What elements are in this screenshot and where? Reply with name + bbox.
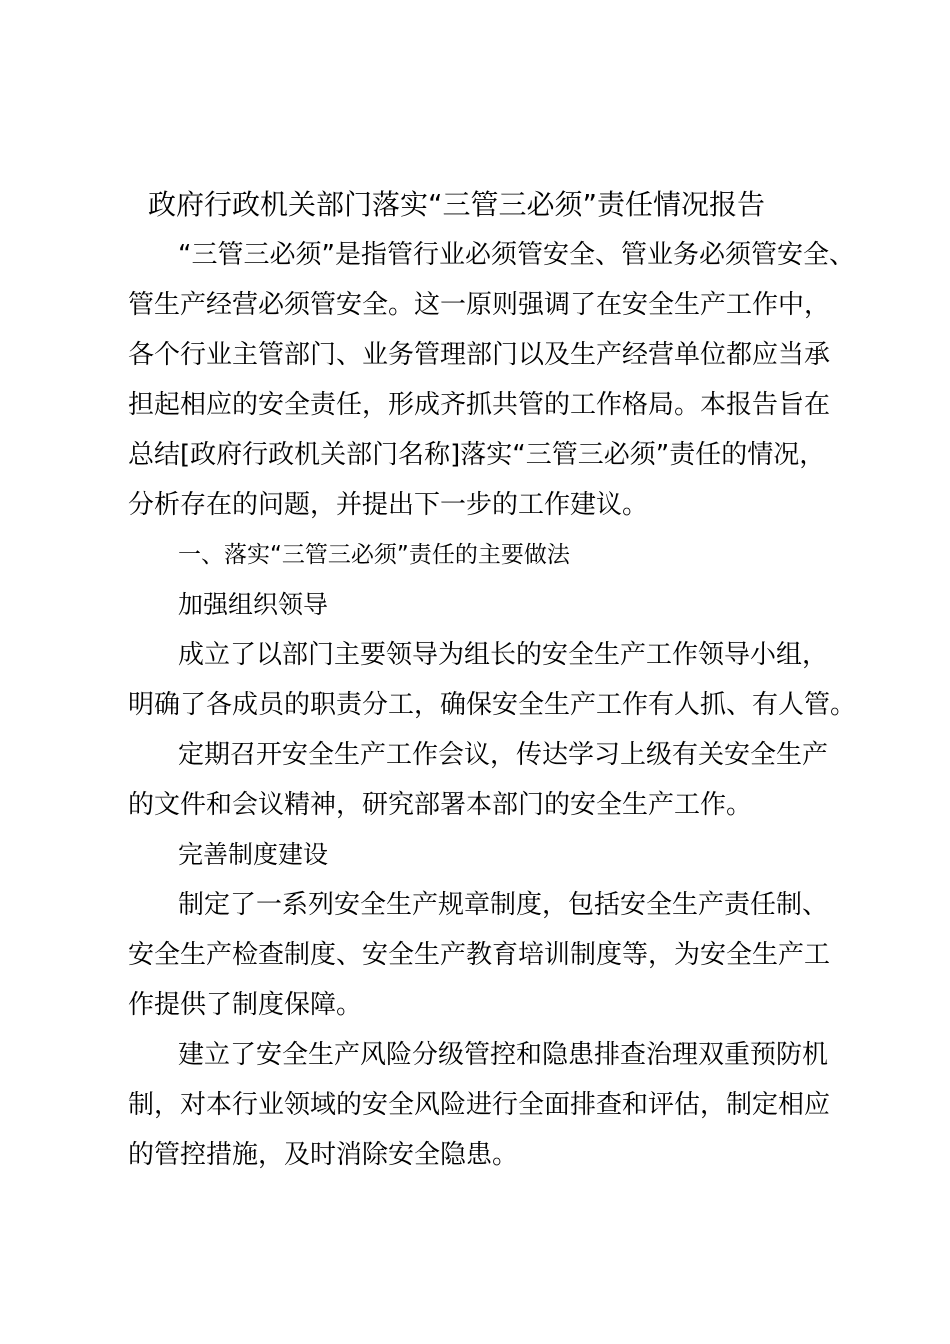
paragraph-line: 制定了一系列安全生产规章制度，包括安全生产责任制、: [178, 890, 829, 920]
intro-line: 管生产经营必须管安全。这一原则强调了在安全生产工作中，: [128, 290, 831, 320]
intro-line: 担起相应的安全责任，形成齐抓共管的工作格局。本报告旨在: [128, 390, 831, 420]
intro-line: “三管三必须”是指管行业必须管安全、管业务必须管安全、: [178, 240, 855, 270]
document-title: 政府行政机关部门落实“三管三必须”责任情况报告: [148, 188, 766, 221]
section-heading: 一、落实“三管三必须”责任的主要做法: [178, 542, 570, 568]
paragraph-line: 制，对本行业领域的安全风险进行全面排查和评估，制定相应: [128, 1090, 831, 1120]
subsection-heading: 完善制度建设: [178, 840, 329, 869]
intro-line: 各个行业主管部门、业务管理部门以及生产经营单位都应当承: [128, 340, 831, 370]
paragraph-line: 安全生产检查制度、安全生产教育培训制度等，为安全生产工: [128, 940, 831, 970]
paragraph-line: 成立了以部门主要领导为组长的安全生产工作领导小组，: [178, 640, 829, 670]
paragraph-line: 的文件和会议精神，研究部署本部门的安全生产工作。: [128, 790, 753, 820]
subsection-heading: 加强组织领导: [178, 590, 329, 619]
paragraph-line: 明确了各成员的职责分工，确保安全生产工作有人抓、有人管。: [128, 690, 857, 720]
paragraph-line: 定期召开安全生产工作会议，传达学习上级有关安全生产: [178, 740, 829, 770]
paragraph-line: 的管控措施，及时消除安全隐患。: [128, 1140, 519, 1170]
paragraph-line: 建立了安全生产风险分级管控和隐患排查治理双重预防机: [178, 1040, 829, 1070]
paragraph-line: 作提供了制度保障。: [128, 990, 363, 1020]
intro-line: 分析存在的问题，并提出下一步的工作建议。: [128, 490, 649, 520]
intro-line: 总结[政府行政机关部门名称]落实“三管三必须”责任的情况，: [128, 440, 826, 470]
